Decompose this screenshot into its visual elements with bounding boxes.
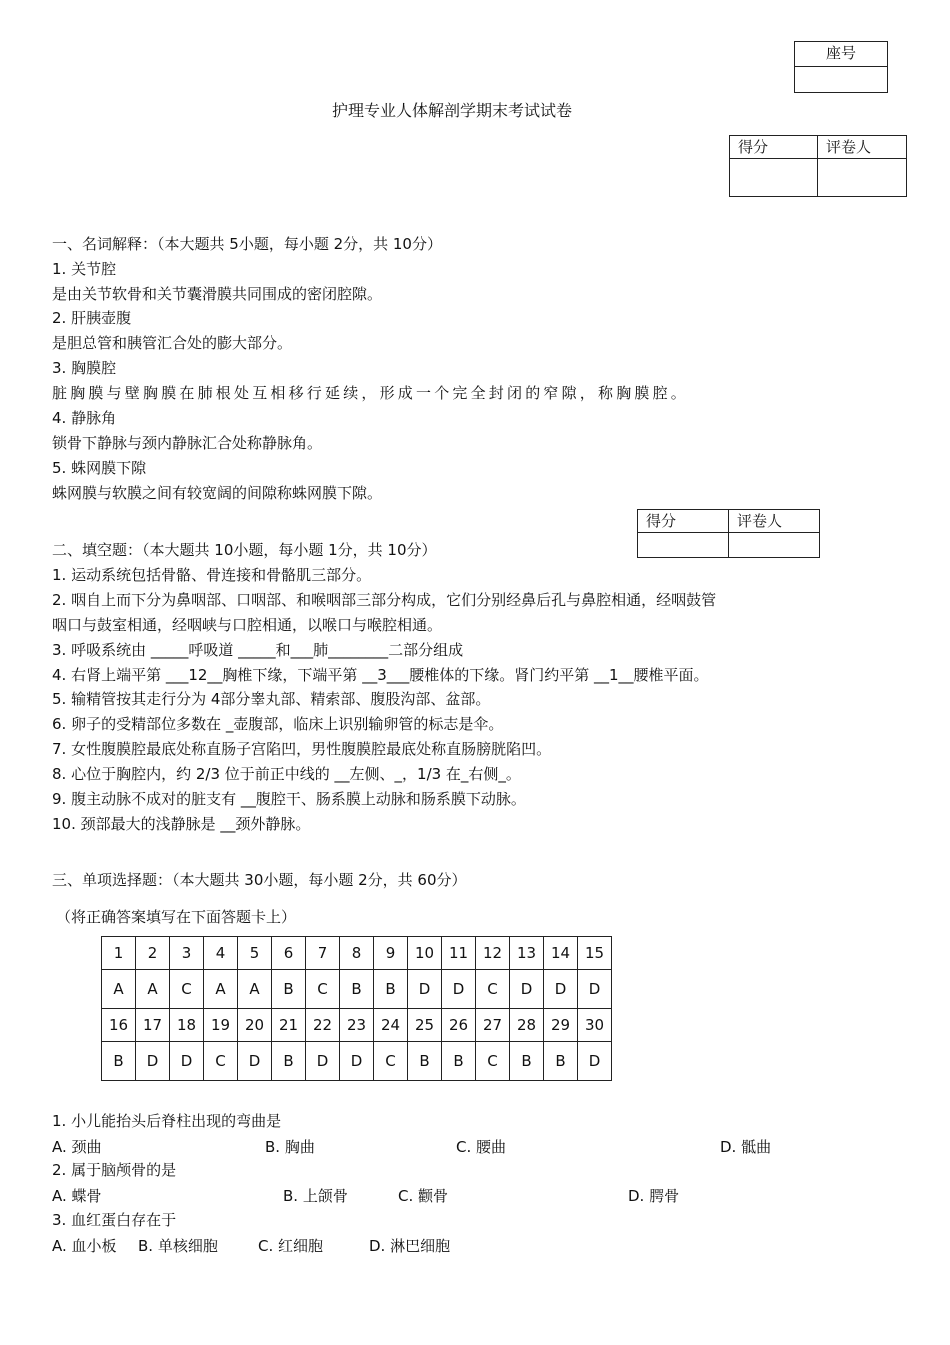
card-answer-1[interactable]: A xyxy=(102,970,136,1009)
seat-value[interactable] xyxy=(795,67,888,93)
card-answer-5[interactable]: A xyxy=(238,970,272,1009)
term-2: 2. 肝胰壶腹 xyxy=(52,309,132,327)
card-answer-12[interactable]: C xyxy=(476,1042,510,1081)
page-title: 护理专业人体解剖学期末考试试卷 xyxy=(332,101,573,120)
section3-note: （将正确答案填写在下面答题卡上） xyxy=(56,908,297,926)
card-answer-8[interactable]: B xyxy=(340,970,374,1009)
card-answer-6[interactable]: B xyxy=(272,1042,306,1081)
fill-line-1: 1. 运动系统包括骨骼、骨连接和骨骼肌三部分。 xyxy=(52,566,372,584)
fill-line-5: 5. 输精管按其走行分为 4部分睾丸部、精索部、腹股沟部、盆部。 xyxy=(52,690,491,708)
card-number-4: 19 xyxy=(204,1009,238,1042)
question-1: 1. 小儿能抬头后脊柱出现的弯曲是 xyxy=(52,1112,282,1130)
card-answer-8[interactable]: D xyxy=(340,1042,374,1081)
card-number-6: 6 xyxy=(272,937,306,970)
card-answer-11[interactable]: D xyxy=(442,970,476,1009)
card-answer-10[interactable]: B xyxy=(408,1042,442,1081)
seat-box xyxy=(794,41,888,93)
card-number-1: 1 xyxy=(102,937,136,970)
definition-1: 是由关节软骨和关节囊滑膜共同围成的密闭腔隙。 xyxy=(52,285,383,303)
q1-option-c: C. 腰曲 xyxy=(456,1138,507,1156)
card-number-14: 29 xyxy=(544,1009,578,1042)
score-field[interactable] xyxy=(638,533,729,558)
card-answer-11[interactable]: B xyxy=(442,1042,476,1081)
fill-line-9: 9. 腹主动脉不成对的脏支有 __腹腔干、肠系膜上动脉和肠系膜下动脉。 xyxy=(52,790,526,808)
card-answer-13[interactable]: D xyxy=(510,970,544,1009)
card-number-10: 25 xyxy=(408,1009,442,1042)
q3-option-d: D. 淋巴细胞 xyxy=(369,1237,451,1255)
card-number-13: 13 xyxy=(510,937,544,970)
card-number-7: 7 xyxy=(306,937,340,970)
q3-option-b: B. 单核细胞 xyxy=(138,1237,218,1255)
card-answer-6[interactable]: B xyxy=(272,970,306,1009)
card-number-2: 2 xyxy=(136,937,170,970)
card-number-3: 18 xyxy=(170,1009,204,1042)
card-answer-15[interactable]: D xyxy=(578,1042,612,1081)
q2-option-a: A. 蝶骨 xyxy=(52,1187,102,1205)
card-answer-14[interactable]: D xyxy=(544,970,578,1009)
section2-heading: 二、填空题：（本大题共 10小题，每小题 1分，共 10分） xyxy=(52,541,437,559)
score-box-2 xyxy=(637,509,820,558)
fill-line-3: 3. 呼吸系统由 _____呼吸道 _____和___肺________二部分组成 xyxy=(52,641,464,659)
seat-label: 座号 xyxy=(795,42,888,67)
card-answer-10[interactable]: D xyxy=(408,970,442,1009)
q2-option-d: D. 腭骨 xyxy=(628,1187,680,1205)
card-number-12: 12 xyxy=(476,937,510,970)
fill-line-7: 7. 女性腹膜腔最底处称直肠子宫陷凹，男性腹膜腔最底处称直肠膀胱陷凹。 xyxy=(52,740,552,758)
score-label: 得分 xyxy=(730,136,818,159)
grader-label: 评卷人 xyxy=(818,136,907,159)
definition-5: 蛛网膜与软膜之间有较宽阔的间隙称蛛网膜下隙。 xyxy=(52,484,383,502)
definition-3: 脏胸膜与壁胸膜在肺根处互相移行延续，形成一个完全封闭的窄隙，称胸膜腔。 xyxy=(52,384,690,402)
q3-option-a: A. 血小板 xyxy=(52,1237,117,1255)
card-answer-4[interactable]: C xyxy=(204,1042,238,1081)
card-number-11: 26 xyxy=(442,1009,476,1042)
card-number-15: 15 xyxy=(578,937,612,970)
card-number-2: 17 xyxy=(136,1009,170,1042)
card-number-4: 4 xyxy=(204,937,238,970)
card-answer-3[interactable]: D xyxy=(170,1042,204,1081)
term-5: 5. 蛛网膜下隙 xyxy=(52,459,147,477)
card-number-10: 10 xyxy=(408,937,442,970)
score-label: 得分 xyxy=(638,510,729,533)
card-number-8: 8 xyxy=(340,937,374,970)
card-number-8: 23 xyxy=(340,1009,374,1042)
card-number-5: 20 xyxy=(238,1009,272,1042)
q1-option-a: A. 颈曲 xyxy=(52,1138,102,1156)
card-number-7: 22 xyxy=(306,1009,340,1042)
term-4: 4. 静脉角 xyxy=(52,409,117,427)
score-field[interactable] xyxy=(730,159,818,197)
card-answer-5[interactable]: D xyxy=(238,1042,272,1081)
fill-line-8: 8. 心位于胸腔内，约 2/3 位于前正中线的 __左侧、_，1/3 在_右侧_。 xyxy=(52,765,521,783)
q1-option-d: D. 骶曲 xyxy=(720,1138,772,1156)
card-answer-2[interactable]: A xyxy=(136,970,170,1009)
card-answer-14[interactable]: B xyxy=(544,1042,578,1081)
card-answer-15[interactable]: D xyxy=(578,970,612,1009)
card-number-11: 11 xyxy=(442,937,476,970)
card-answer-7[interactable]: D xyxy=(306,1042,340,1081)
grader-field[interactable] xyxy=(729,533,820,558)
fill-line-2: 2. 咽自上而下分为鼻咽部、口咽部、和喉咽部三部分构成，它们分别经鼻后孔与鼻腔相通，经咽鼓管 xyxy=(52,591,717,609)
grader-label: 评卷人 xyxy=(729,510,820,533)
card-answer-4[interactable]: A xyxy=(204,970,238,1009)
card-answer-9[interactable]: C xyxy=(374,1042,408,1081)
card-number-12: 27 xyxy=(476,1009,510,1042)
card-number-3: 3 xyxy=(170,937,204,970)
term-3: 3. 胸膜腔 xyxy=(52,359,117,377)
score-box-1 xyxy=(729,135,907,197)
card-answer-13[interactable]: B xyxy=(510,1042,544,1081)
fill-line-10: 10. 颈部最大的浅静脉是 __颈外静脉。 xyxy=(52,815,311,833)
card-answer-7[interactable]: C xyxy=(306,970,340,1009)
term-1: 1. 关节腔 xyxy=(52,260,117,278)
definition-2: 是胆总管和胰管汇合处的膨大部分。 xyxy=(52,334,293,352)
section3-heading: 三、单项选择题：（本大题共 30小题，每小题 2分，共 60分） xyxy=(52,871,467,889)
card-number-9: 9 xyxy=(374,937,408,970)
fill-line-6: 6. 卵子的受精部位多数在 _壶腹部，临床上识别输卵管的标志是伞。 xyxy=(52,715,504,733)
card-number-15: 30 xyxy=(578,1009,612,1042)
card-number-9: 24 xyxy=(374,1009,408,1042)
card-number-1: 16 xyxy=(102,1009,136,1042)
card-answer-9[interactable]: B xyxy=(374,970,408,1009)
q2-option-c: C. 颧骨 xyxy=(398,1187,449,1205)
card-number-6: 21 xyxy=(272,1009,306,1042)
card-answer-12[interactable]: C xyxy=(476,970,510,1009)
definition-4: 锁骨下静脉与颈内静脉汇合处称静脉角。 xyxy=(52,434,323,452)
card-answer-2[interactable]: D xyxy=(136,1042,170,1081)
grader-field[interactable] xyxy=(818,159,907,197)
question-2: 2. 属于脑颅骨的是 xyxy=(52,1161,177,1179)
card-answer-1[interactable]: B xyxy=(102,1042,136,1081)
section1-heading: 一、名词解释：（本大题共 5小题，每小题 2分，共 10分） xyxy=(52,235,442,253)
card-answer-3[interactable]: C xyxy=(170,970,204,1009)
q1-option-b: B. 胸曲 xyxy=(265,1138,315,1156)
fill-line-2b: 咽口与鼓室相通，经咽峡与口腔相通，以喉口与喉腔相通。 xyxy=(52,616,443,634)
card-number-13: 28 xyxy=(510,1009,544,1042)
card-number-14: 14 xyxy=(544,937,578,970)
card-number-5: 5 xyxy=(238,937,272,970)
fill-line-4: 4. 右肾上端平第 ___12__胸椎下缘，下端平第 __3___腰椎体的下缘。肾门约平第 __1__腰椎平面。 xyxy=(52,666,709,684)
question-3: 3. 血红蛋白存在于 xyxy=(52,1211,177,1229)
q2-option-b: B. 上颌骨 xyxy=(283,1187,348,1205)
q3-option-c: C. 红细胞 xyxy=(258,1237,324,1255)
answer-card xyxy=(101,936,612,1081)
